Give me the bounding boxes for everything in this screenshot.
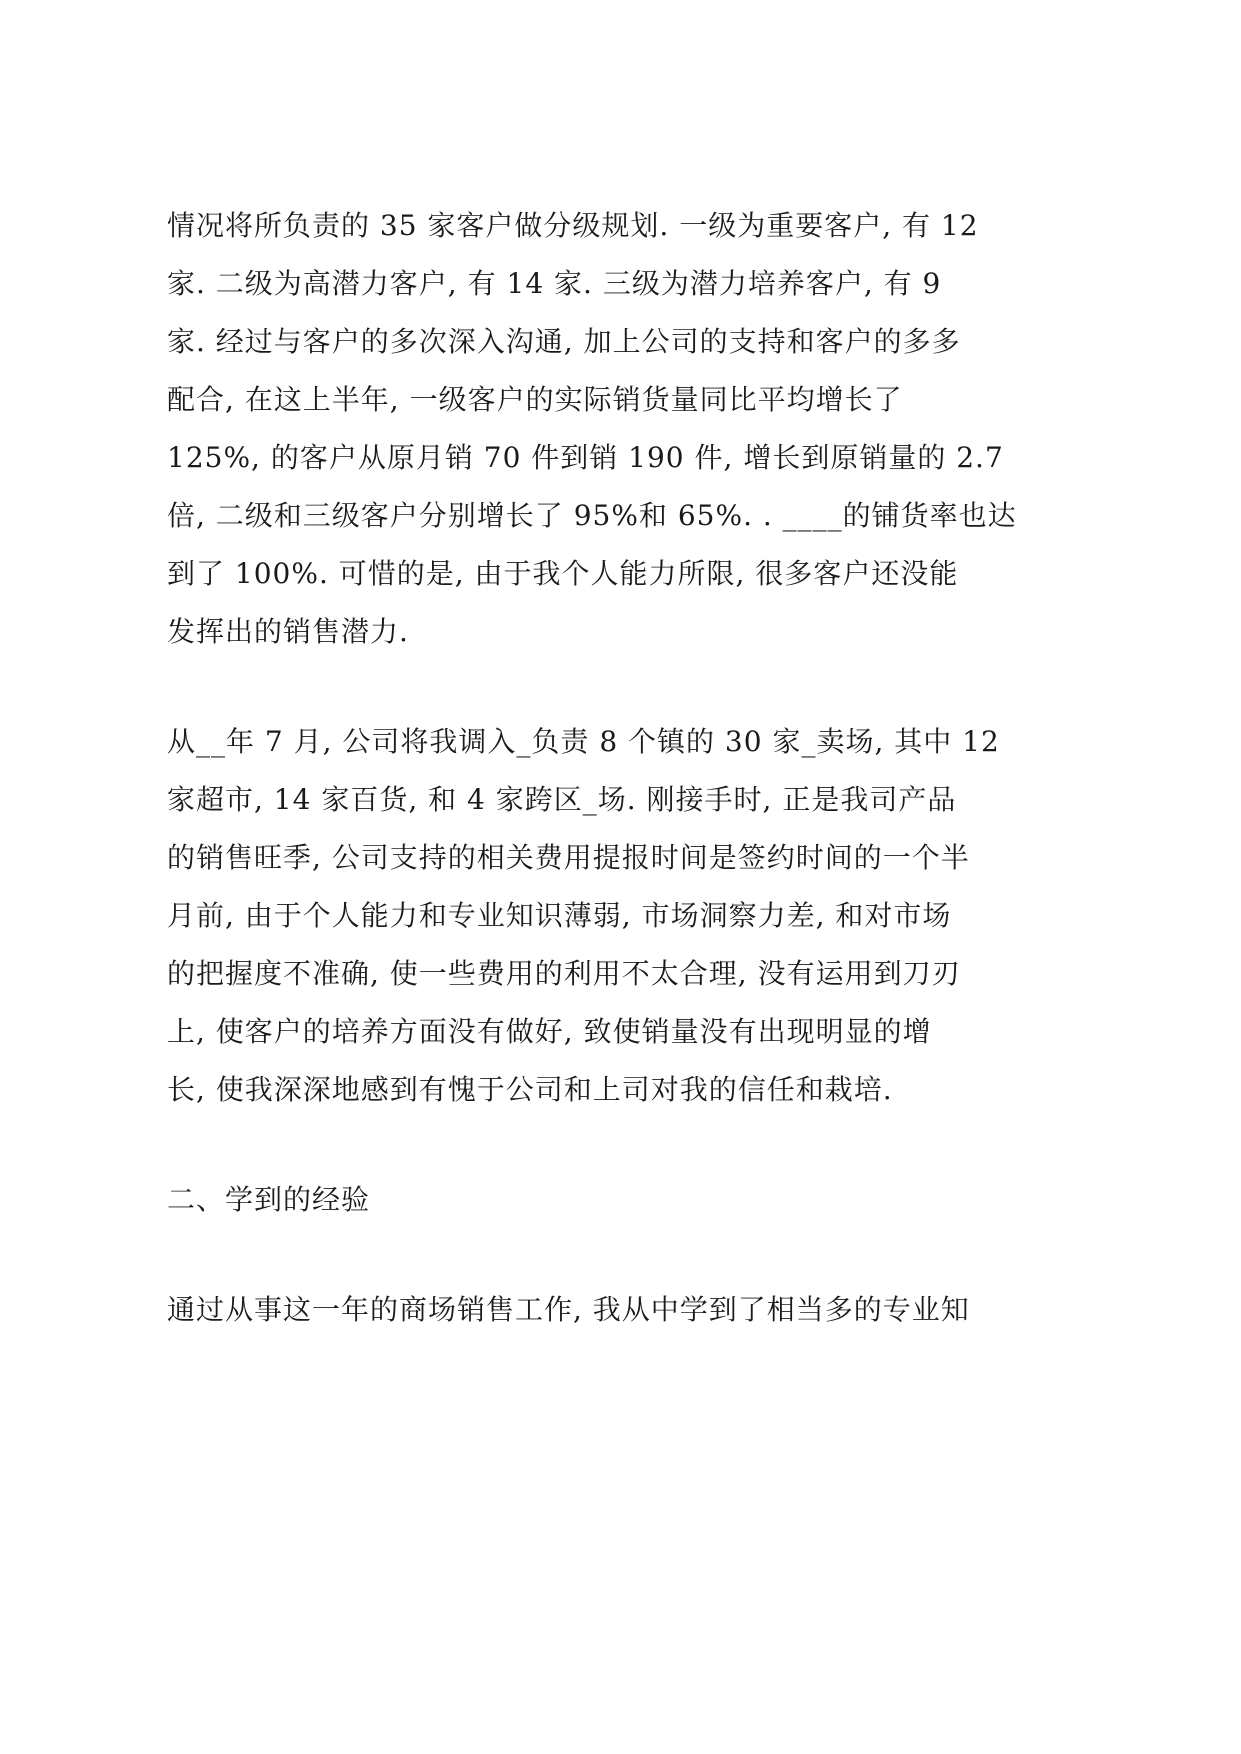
section-heading: 二、学到的经验 [167,1183,371,1216]
paragraph-2-line: 长, 使我深深地感到有愧于公司和上司对我的信任和栽培. [167,1073,893,1106]
paragraph-1-line: 倍, 二级和三级客户分别增长了 95%和 65%. . ____的铺货率也达 [167,499,1017,532]
paragraph-2-line: 的把握度不准确, 使一些费用的利用不太合理, 没有运用到刀刃 [167,957,961,990]
paragraph-1-line: 125%, 的客户从原月销 70 件到销 190 件, 增长到原销量的 2.7 [167,441,1004,474]
paragraph-2-line: 上, 使客户的培养方面没有做好, 致使销量没有出现明显的增 [167,1015,932,1048]
paragraph-1-line: 情况将所负责的 35 家客户做分级规划. 一级为重要客户, 有 12 [167,209,979,242]
paragraph-2-line: 从__年 7 月, 公司将我调入_负责 8 个镇的 30 家_卖场, 其中 12 [167,725,1000,758]
paragraph-1-line: 发挥出的销售潜力. [167,615,409,648]
paragraph-2-line: 家超市, 14 家百货, 和 4 家跨区_场. 刚接手时, 正是我司产品 [167,783,957,816]
paragraph-1-line: 配合, 在这上半年, 一级客户的实际销货量同比平均增长了 [167,383,903,416]
paragraph-2-line: 的销售旺季, 公司支持的相关费用提报时间是签约时间的一个半 [167,841,970,874]
paragraph-2-line: 月前, 由于个人能力和专业知识薄弱, 市场洞察力差, 和对市场 [167,899,952,932]
paragraph-3-line: 通过从事这一年的商场销售工作, 我从中学到了相当多的专业知 [167,1293,970,1326]
paragraph-1-line: 家. 经过与客户的多次深入沟通, 加上公司的支持和客户的多多 [167,325,961,358]
paragraph-1-line: 家. 二级为高潜力客户, 有 14 家. 三级为潜力培养客户, 有 9 [167,267,942,300]
paragraph-1-line: 到了 100%. 可惜的是, 由于我个人能力所限, 很多客户还没能 [167,557,959,590]
